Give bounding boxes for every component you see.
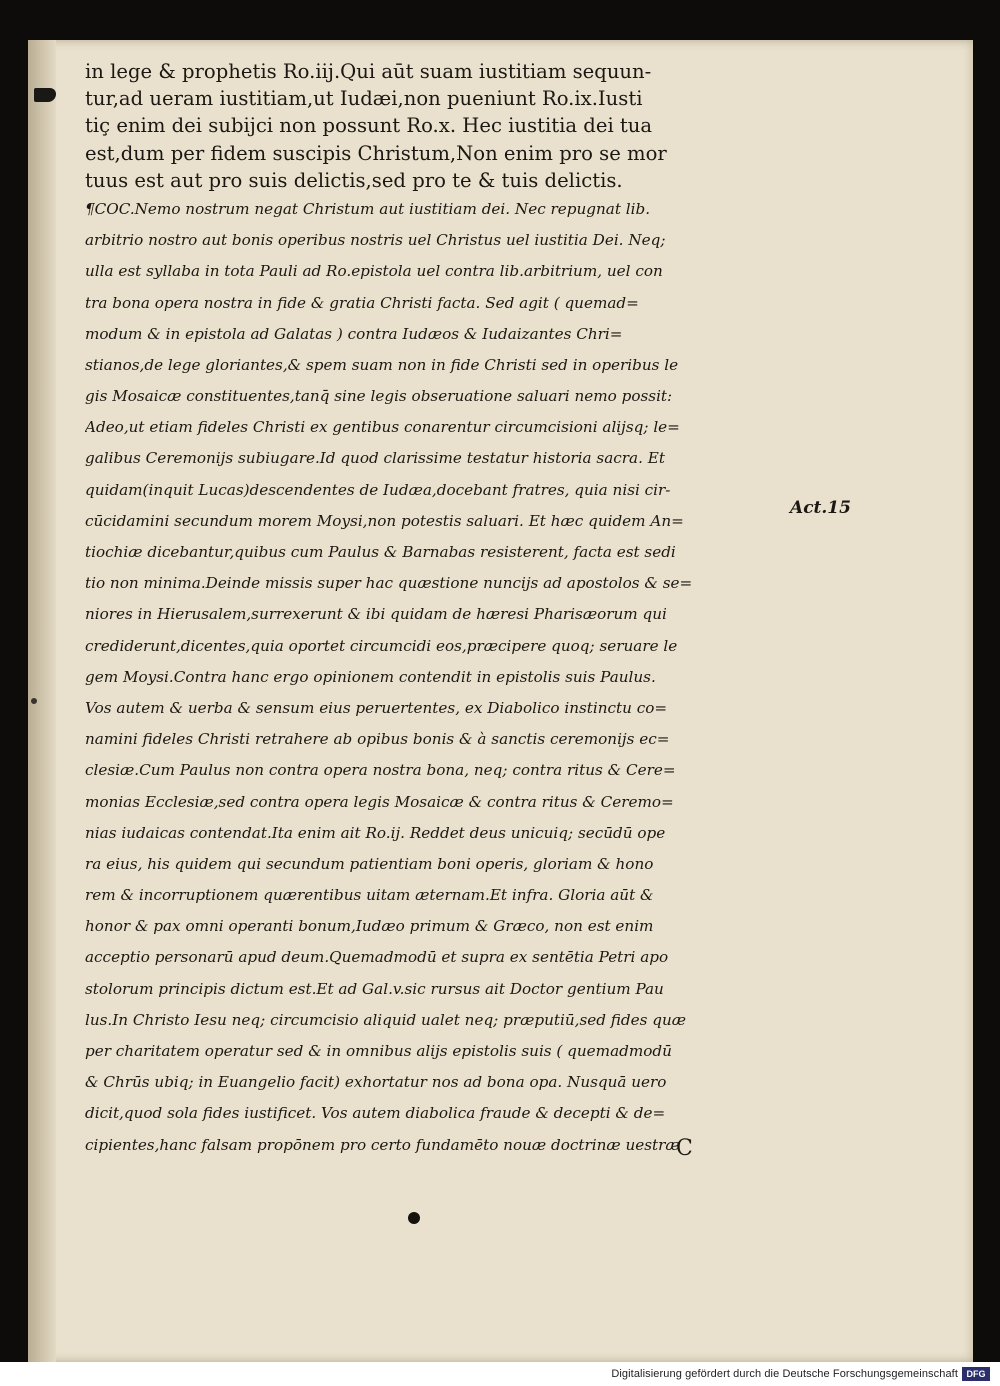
dfg-logo-icon: DFG: [962, 1367, 990, 1381]
body-line: modum & in epistola ad Galatas ) contra Iudæos & Iudaizantes Chri=: [85, 324, 623, 343]
body-line: quidam(inquit Lucas)descendentes de Iudæa,docebant fratres, quia nisi cir-: [85, 480, 671, 499]
lead-line: in lege & prophetis Ro.iij.Qui aūt suam iustitiam sequun-: [85, 60, 652, 83]
body-line: Adeo,ut etiam fideles Christi ex gentibus conarentur circumcisioni alijsq; le=: [85, 418, 680, 437]
body-line: galibus Ceremonijs subiugare.Id quod clarissime testatur historia sacra. Et: [85, 449, 665, 468]
body-line: crediderunt,dicentes,quia oportet circumcidi eos,præcipere quoq; seruare le: [85, 636, 678, 655]
lead-line: tiç enim dei subijci non possunt Ro.x. Hec iustitia dei tua: [85, 114, 653, 138]
body-line: lus.In Christo Iesu neq; circumcisio aliquid ualet neq; præputiū,sed fides quæ: [85, 1010, 687, 1029]
body-line: & Chrūs ubiq; in Euangelio facit) exhortatur nos ad bona opa. Nusquā uero: [85, 1073, 667, 1092]
body-line: tiochiæ dicebantur,quibus cum Paulus & Barnabas resisterent, facta est sedi: [85, 543, 676, 561]
page-text: [85, 58, 785, 1161]
body-line: nias iudaicas contendat.Ita enim ait Ro.ij. Reddet deus unicuiq; secūdū ope: [85, 823, 666, 842]
lead-line: est,dum per fidem suscipis Christum,Non enim pro se mor: [85, 141, 667, 165]
footer-bar: [0, 1362, 1000, 1386]
body-line: honor & pax omni operanti bonum,Iudæo primum & Græco, non est enim: [85, 917, 654, 936]
lead-line: tur,ad ueram iustitiam,ut Iudæi,non pueniunt Ro.ix.Iusti: [85, 87, 643, 111]
body-line: rem & incorruptionem quærentibus uitam æternam.Et infra. Gloria aūt &: [85, 886, 654, 905]
body-line: gis Mosaicæ constituentes,tanq̄ sine legis obseruatione saluari nemo possit:: [85, 387, 673, 406]
body-line: per charitatem operatur sed & in omnibus alijs epistolis suis ( quemadmodū: [85, 1042, 672, 1060]
body-line: niores in Hierusalem,surrexerunt & ibi quidam de hæresi Pharisæorum qui: [85, 605, 667, 624]
body-line: arbitrio nostro aut bonis operibus nostris uel Christus uel iustitia Dei. Neq;: [85, 231, 666, 250]
margin-speck: [31, 698, 37, 704]
body-line: ra eius, his quidem qui secundum patientiam boni operis, gloriam & hono: [85, 854, 654, 873]
body-line: cūcidamini secundum morem Moysi,non potestis saluari. Et hæc quidem An=: [85, 511, 684, 530]
body-line: acceptio personarū apud deum.Quemadmodū et supra ex sentētia Petri apo: [85, 948, 669, 967]
footer-credit: Digitalisierung gefördert durch die Deutsche Forschungsgemeinschaft: [611, 1368, 958, 1380]
body-line: tra bona opera nostra in fide & gratia Christi facta. Sed agit ( quemad=: [85, 293, 639, 312]
marginal-note: Act.15: [790, 498, 851, 518]
body-line: Vos autem & uerba & sensum eius peruertentes, ex Diabolico instinctu co=: [85, 698, 668, 717]
body-line: monias Ecclesiæ,sed contra opera legis Mosaicæ & contra ritus & Ceremo=: [85, 792, 674, 811]
body-line: cipientes,hanc falsam propōnem pro certo fundamēto nouæ doctrinæ uestræ: [85, 1135, 680, 1154]
body-line: stolorum principis dictum est.Et ad Gal.v.sic rursus ait Doctor gentium Pau: [85, 979, 664, 998]
body-line: clesiæ.Cum Paulus non contra opera nostra bona, neq; contra ritus & Cere=: [85, 761, 676, 780]
lead-line: tuus est aut pro suis delictis,sed pro te & tuis delictis.: [85, 168, 623, 192]
body-line: stianos,de lege gloriantes,& spem suam non in fide Christi sed in operibus le: [85, 355, 679, 374]
body-line: ulla est syllaba in tota Pauli ad Ro.epistola uel contra lib.arbitrium, uel con: [85, 262, 663, 281]
body-line: dicit,quod sola fides iustificet. Vos autem diabolica fraude & decepti & de=: [85, 1104, 666, 1123]
ink-dot: [408, 1212, 420, 1224]
body-line: ¶COC.Nemo nostrum negat Christum aut iustitiam dei. Nec repugnat lib.: [85, 199, 651, 218]
body-line: gem Moysi.Contra hanc ergo opinionem contendit in epistolis suis Paulus.: [85, 667, 656, 686]
signature-mark: C: [676, 1136, 693, 1161]
corner-mark: [34, 88, 56, 102]
body-line: tio non minima.Deinde missis super hac quæstione nuncijs ad apostolos & se=: [85, 574, 693, 593]
body-line: namini fideles Christi retrahere ab opibus bonis & à sanctis ceremonijs ec=: [85, 730, 670, 749]
